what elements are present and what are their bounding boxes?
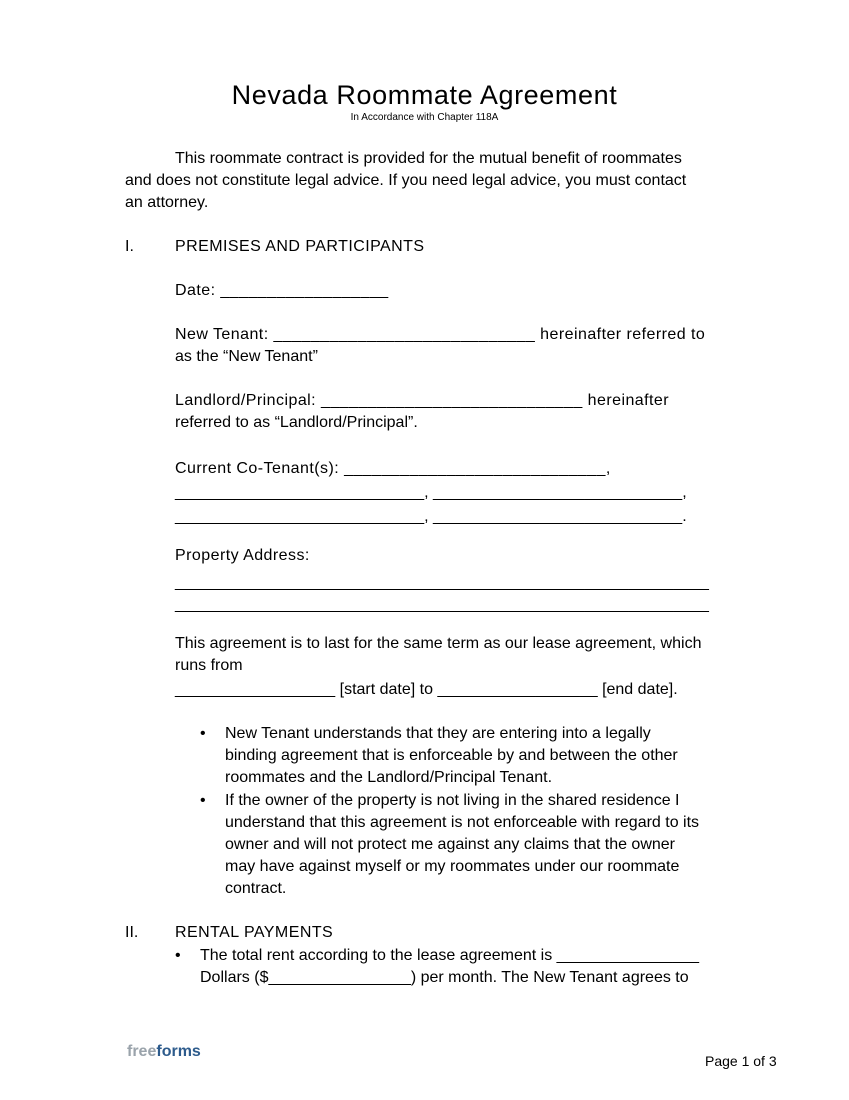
bullet-2-marker: • <box>200 792 206 809</box>
bullet-2-line-5: contract. <box>225 880 287 897</box>
freeforms-logo <box>127 1043 201 1061</box>
bullet-2-line-2: understand that this agreement is not enforceable with regard to its <box>225 814 700 831</box>
property-address-line-1[interactable]: ____________________________________________________________ <box>175 574 709 591</box>
landlord-line-2: referred to as “Landlord/Principal”. <box>175 414 418 431</box>
cotenant-field-2[interactable]: ____________________________, ____________________________, <box>175 484 687 501</box>
rent-dollars-field[interactable]: Dollars ($________________) per month. The New Tenant agrees to <box>200 969 689 986</box>
cotenant-field-3[interactable]: ____________________________, ____________________________. <box>175 508 687 525</box>
property-address-label: Property Address: <box>175 547 310 564</box>
term-dates-field[interactable]: __________________ [start date] to __________________ [end date]. <box>175 681 678 698</box>
rent-total-field[interactable]: The total rent according to the lease agreement is ________________ <box>200 947 700 964</box>
section-2-heading: RENTAL PAYMENTS <box>175 924 334 941</box>
property-address-line-2[interactable]: ____________________________________________________________ <box>175 596 709 613</box>
bullet-1-line-2: binding agreement that is enforceable by and between the other <box>225 747 678 764</box>
section-1-heading: PREMISES AND PARTICIPANTS <box>175 238 425 255</box>
new-tenant-field[interactable]: New Tenant: ____________________________ hereinafter referred to <box>175 326 706 343</box>
intro-line-2: and does not constitute legal advice. If you need legal advice, you must contact <box>125 172 687 189</box>
section-1-number: I. <box>125 238 134 255</box>
cotenant-field-1[interactable]: Current Co-Tenant(s): ____________________________, <box>175 460 611 477</box>
page-number: Page 1 of 3 <box>705 1053 777 1069</box>
bullet-2-line-3: owner and will not protect me against any claims that the owner <box>225 836 676 853</box>
bullet-1-line-3: roommates and the Landlord/Principal Tenant. <box>225 769 553 786</box>
document-subtitle: In Accordance with Chapter 118A <box>350 112 499 123</box>
term-line-2: runs from <box>175 657 243 674</box>
bullet-1-marker: • <box>200 725 206 742</box>
landlord-field[interactable]: Landlord/Principal: ____________________________ hereinafter <box>175 392 670 409</box>
rent-bullet-marker: • <box>175 947 181 964</box>
logo-free-text: free <box>127 1043 157 1060</box>
intro-line-1: This roommate contract is provided for the mutual benefit of roommates <box>175 150 682 167</box>
bullet-2-line-1: If the owner of the property is not living in the shared residence I <box>225 792 680 809</box>
logo-forms-text: forms <box>156 1043 201 1060</box>
intro-line-3: an attorney. <box>125 194 209 211</box>
bullet-2-line-4: may have against myself or my roommates under our roommate <box>225 858 680 875</box>
new-tenant-line-2: as the “New Tenant” <box>175 348 318 365</box>
document-title: Nevada Roommate Agreement <box>231 80 618 110</box>
term-line-1: This agreement is to last for the same term as our lease agreement, which <box>175 635 702 652</box>
date-field[interactable]: Date: __________________ <box>175 282 389 299</box>
bullet-1-line-1: New Tenant understands that they are entering into a legally <box>225 725 651 742</box>
section-2-number: II. <box>125 924 139 941</box>
